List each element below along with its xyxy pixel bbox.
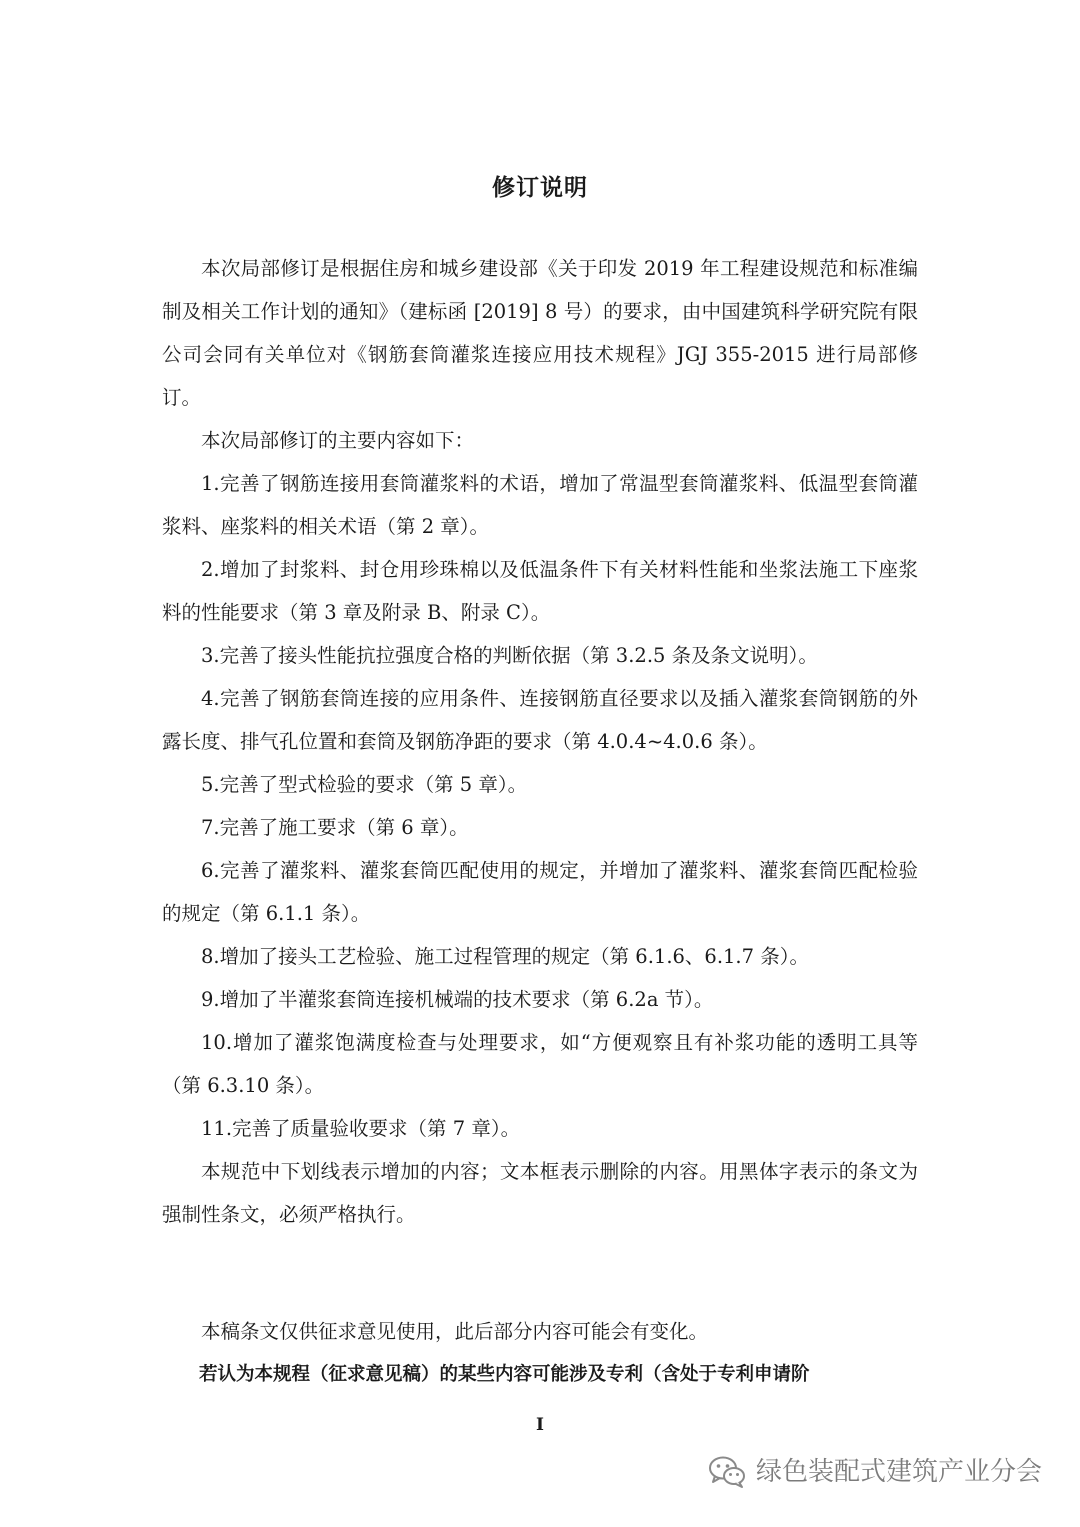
list-item: 11.完善了质量验收要求（第 7 章）。 <box>201 1117 521 1140</box>
list-item: 1.完善了钢筋连接用套筒灌浆料的术语，增加了常温型套筒灌浆料、低温型套筒灌浆料、座浆料的相关术语（第 2 章）。 <box>162 472 918 538</box>
paragraph-notation: 本规范中下划线表示增加的内容；文本框表示删除的内容。用黑体字表示的条文为强制性条文，必须严格执行。 <box>162 1160 918 1226</box>
list-item: 7.完善了施工要求（第 6 章）。 <box>201 816 469 839</box>
page-title: 修订说明 <box>492 175 588 201</box>
list-item: 5.完善了型式检验的要求（第 5 章）。 <box>201 773 528 796</box>
list-item: 4.完善了钢筋套筒连接的应用条件、连接钢筋直径要求以及插入灌浆套筒钢筋的外露长度、排气孔位置和套筒及钢筋净距的要求（第 4.0.4~4.0.6 条）。 <box>162 687 918 753</box>
list-item: 2.增加了封浆料、封仓用珍珠棉以及低温条件下有关材料性能和坐浆法施工下座浆料的性能要求（第 3 章及附录 B、附录 C）。 <box>162 558 918 624</box>
draft-disclaimer: 本稿条文仅供征求意见使用，此后部分内容可能会有变化。 <box>201 1320 709 1343</box>
watermark-text: 绿色装配式建筑产业分会 <box>755 1457 1042 1487</box>
patent-notice: 若认为本规程（征求意见稿）的某些内容可能涉及专利（含处于专利申请阶 <box>199 1364 810 1385</box>
paragraph-main-content-heading: 本次局部修订的主要内容如下： <box>201 429 475 452</box>
list-item: 3.完善了接头性能抗拉强度合格的判断依据（第 3.2.5 条及条文说明）。 <box>201 644 818 667</box>
list-item: 8.增加了接头工艺检验、施工过程管理的规定（第 6.1.6、6.1.7 条）。 <box>201 945 809 968</box>
document-body <box>162 247 918 1236</box>
list-item: 10.增加了灌浆饱满度检查与处理要求，如“方便观察且有补浆功能的透明工具等（第 6.3.10 条）。 <box>162 1031 918 1097</box>
watermark <box>708 1452 1042 1492</box>
wechat-icon <box>708 1455 746 1489</box>
list-item: 6.完善了灌浆料、灌浆套筒匹配使用的规定，并增加了灌浆料、灌浆套筒匹配检验的规定（第 6.1.1 条）。 <box>162 859 918 925</box>
paragraph-intro: 本次局部修订是根据住房和城乡建设部《关于印发 2019 年工程建设规范和标准编制及相关工作计划的通知》（建标函 [2019] 8 号）的要求，由中国建筑科学研究院有限公司会同有关单位对《钢筋套筒灌浆连接应用技术规程》JGJ 355-2015 进行局部修订。 <box>162 257 918 409</box>
page-number: I <box>536 1415 544 1435</box>
draft-notes <box>162 1310 918 1396</box>
list-item: 9.增加了半灌浆套筒连接机械端的技术要求（第 6.2a 节）。 <box>201 988 714 1011</box>
